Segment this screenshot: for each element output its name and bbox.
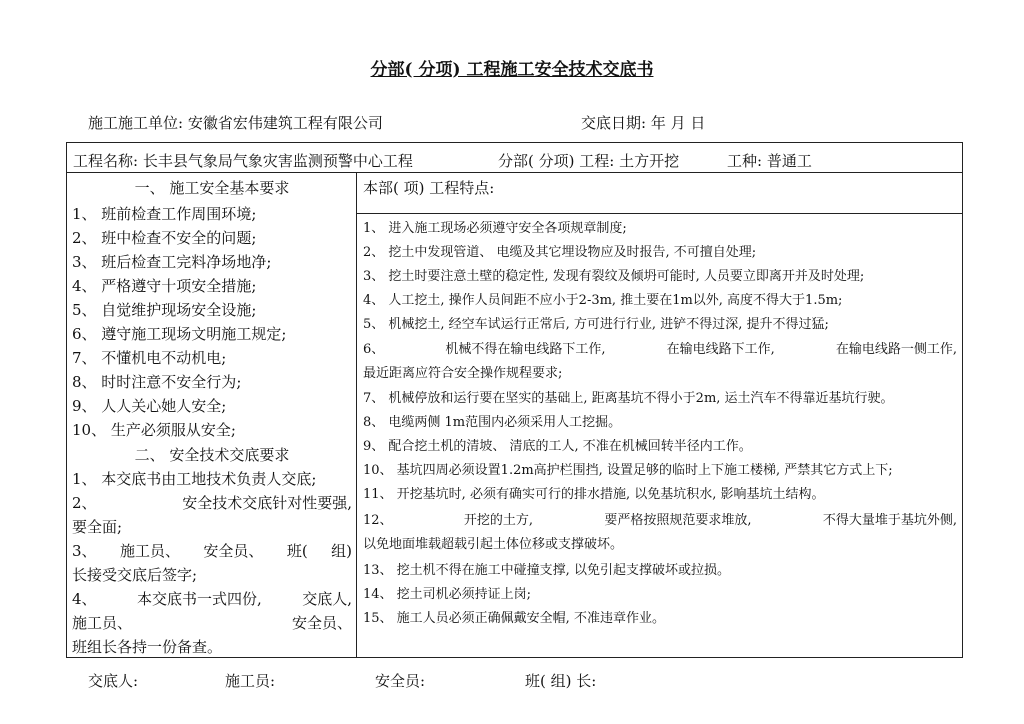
trade-type: 工种: 普通工 [727, 152, 812, 170]
feature-line: 10、 基坑四周必须设置1.2m高护栏围挡, 设置足够的临时上下施工楼梯, 严禁其它方式上下; [363, 463, 893, 478]
project-name: 工程名称: 长丰县气象局气象灾害监测预警中心工程 [73, 152, 413, 170]
basic-item: 6、 遵守施工现场文明施工规定; [72, 325, 287, 343]
handover-item: 1、 本交底书由工地技术负责人交底; [72, 470, 317, 488]
item-text: 班( [286, 542, 308, 560]
requirements-column [67, 173, 357, 657]
item-text: 安全员、 [291, 614, 352, 632]
presenter-signature: 交底人: [88, 672, 139, 690]
features-column [357, 173, 962, 657]
line-number: 12、 [363, 513, 393, 528]
feature-line-continuation: 最近距离应符合安全操作规程要求; [363, 366, 563, 381]
item-text: 施工员、 [119, 542, 180, 560]
feature-header [357, 173, 962, 214]
safety-officer-signature: 安全员: [375, 672, 426, 690]
line-text: 不得大量堆于基坑外侧, [822, 513, 957, 528]
feature-line: 2、 挖土中发现管道、 电缆及其它埋设物应及时报告, 不可擅自处理; [363, 245, 757, 260]
feature-line: 11、 开挖基坑时, 必须有确实可行的排水措施, 以免基坑积水, 影响基坑土结构。 [363, 487, 825, 502]
handover-item [72, 492, 352, 513]
handover-date: 交底日期: 年 月 日 [581, 114, 706, 132]
feature-line: 9、 配合挖土机的清坡、 清底的工人, 不准在机械回转半径内工作。 [363, 439, 752, 454]
feature-line: 7、 机械停放和运行要在坚实的基础上, 距离基坑不得小于2m, 运土汽车不得靠近基坑行驶。 [363, 391, 894, 406]
item-text: 安全技术交底针对性要强, [182, 494, 352, 512]
basic-item: 7、 不懂机电不动机电; [72, 349, 227, 367]
feature-line-continuation: 以免地面堆载超载引起土体位移或支撑破坏。 [363, 537, 624, 552]
line-number: 6、 [363, 342, 385, 357]
handover-item [72, 588, 352, 609]
feature-line: 13、 挖土机不得在施工中碰撞支撑, 以免引起支撑破坏或拉损。 [363, 563, 730, 578]
item-text: 组) [331, 542, 352, 560]
feature-line: 5、 机械挖土, 经空车试运行正常后, 方可进行行业, 进铲不得过深, 提升不得过猛; [363, 317, 829, 332]
basic-item: 2、 班中检查不安全的问题; [72, 229, 257, 247]
line-text: 在输电线路下工作, [666, 342, 775, 357]
constructor-signature: 施工员: [225, 672, 276, 690]
project-header-row [67, 143, 962, 173]
division-name: 分部( 分项) 工程: 土方开挖 [498, 152, 680, 170]
feature-line [363, 342, 957, 358]
section-heading-handover: 二、 安全技术交底要求 [134, 446, 290, 464]
feature-line [363, 513, 957, 529]
document-title: 分部( 分项) 工程施工安全技术交底书 [370, 60, 654, 80]
basic-item: 4、 严格遵守十项安全措施; [72, 277, 257, 295]
section-heading-basic: 一、 施工安全基本要求 [134, 179, 290, 197]
team-leader-signature: 班( 组) 长: [525, 672, 597, 690]
feature-line: 14、 挖土司机必须持证上岗; [363, 587, 532, 602]
handover-table [66, 142, 963, 658]
line-text: 在输电线路一侧工作, [835, 342, 957, 357]
basic-item: 9、 人人关心她人安全; [72, 397, 227, 415]
basic-item: 8、 时时注意不安全行为; [72, 373, 242, 391]
item-text: 安全员、 [203, 542, 264, 560]
basic-item: 10、 生产必须服从安全; [72, 421, 236, 439]
handover-item-continuation: 要全面; [72, 518, 123, 536]
feature-line: 8、 电缆两侧 1m范围内必须采用人工挖掘。 [363, 415, 622, 430]
feature-line: 15、 施工人员必须正确佩戴安全帽, 不准违章作业。 [363, 611, 665, 626]
basic-item: 3、 班后检查工完料净场地净; [72, 253, 272, 271]
feature-label: 本部( 项) 工程特点: [363, 179, 495, 197]
line-text: 要严格按照规范要求堆放, [604, 513, 752, 528]
feature-line: 3、 挖土时要注意土壁的稳定性, 发现有裂纹及倾坍可能时, 人员要立即离开并及时处理; [363, 269, 865, 284]
construction-unit: 施工施工单位: 安徽省宏伟建筑工程有限公司 [88, 114, 383, 132]
handover-item-continuation: 长接受交底后签字; [72, 566, 198, 584]
handover-item [72, 540, 352, 561]
handover-item-continuation [72, 612, 352, 633]
feature-line: 4、 人工挖土, 操作人员间距不应小于2-3m, 推土要在1m以外, 高度不得大于1.5m; [363, 293, 843, 308]
line-text: 机械不得在输电线路下工作, [445, 342, 606, 357]
basic-item: 5、 自觉维护现场安全设施; [72, 301, 257, 319]
item-text: 交底人, [302, 590, 352, 608]
item-number: 4、 [72, 590, 97, 608]
basic-item: 1、 班前检查工作周围环境; [72, 205, 257, 223]
item-number: 3、 [72, 542, 97, 560]
item-text: 施工员、 [72, 614, 133, 632]
item-number: 2、 [72, 494, 97, 512]
item-text: 本交底书一式四份, [136, 590, 262, 608]
feature-line: 1、 进入施工现场必须遵守安全各项规章制度; [363, 221, 627, 236]
handover-item-continuation: 班组长各持一份备查。 [72, 638, 223, 656]
line-text: 开挖的土方, [463, 513, 534, 528]
